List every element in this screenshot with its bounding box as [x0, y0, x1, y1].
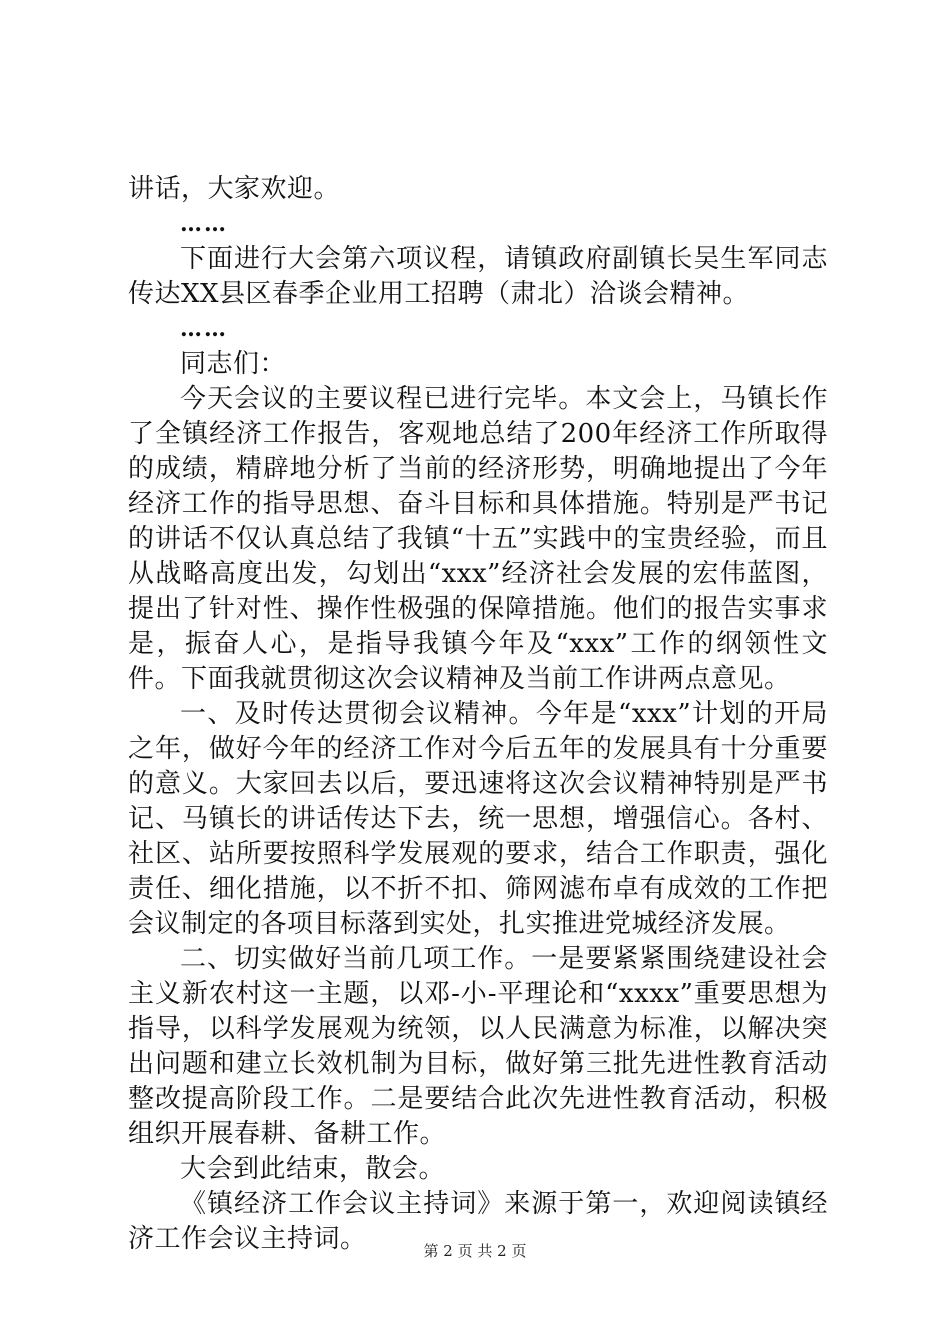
- ellipsis-marker: ……: [180, 211, 228, 237]
- page-footer: 第 2 页 共 2 页: [423, 1242, 527, 1260]
- paragraph-point-two: 二、切实做好当前几项工作。一是要紧紧围绕建设社会主义新农村这一主题，以邓-小-平理论和“xxxx”重要思想为指导，以科学发展观为统领，以人民满意为标准，以解决突出问题和建立长效机制为目标，做好第三批先进性教育活动整改提高阶段工作。二是要结合此次先进性教育活动，积极组织开展春耕、备耕工作。: [128, 944, 828, 1149]
- ellipsis-marker: ……: [180, 316, 228, 342]
- paragraph-meeting-summary: 今天会议的主要议程已进行完毕。本文会上，马镇长作了全镇经济工作报告，客观地总结了200年经济工作所取得的成绩，精辟地分析了当前的经济形势，明确地提出了今年经济工作的指导思想、奋斗目标和具体措施。特别是严书记的讲话不仅认真总结了我镇“十五”实践中的宝贵经验，而且从战略高度出发，勾划出“xxx”经济社会发展的宏伟蓝图，提出了针对性、操作性极强的保障措施。他们的报告实事求是，振奋人心，是指导我镇今年及“xxx”工作的纲领性文件。下面我就贯彻这次会议精神及当前工作讲两点意见。: [128, 384, 828, 694]
- paragraph-salutation: 同志们：: [180, 349, 287, 379]
- paragraph-closing-intro: 讲话，大家欢迎。: [128, 174, 341, 204]
- paragraph-adjournment: 大会到此结束，散会。: [180, 1154, 446, 1184]
- paragraph-point-one: 一、及时传达贯彻会议精神。今年是“xxx”计划的开局之年，做好今年的经济工作对今后五年的发展具有十分重要的意义。大家回去以后，要迅速将这次会议精神特别是严书记、马镇长的讲话传达下去，统一思想，增强信心。各村、社区、站所要按照科学发展观的要求，结合工作职责，强化责任、细化措施，以不折不扣、筛网滤布卓有成效的工作把会议制定的各项目标落到实处，扎实推进党城经济发展。: [128, 699, 828, 939]
- document-body: [128, 172, 828, 1257]
- paragraph-agenda-item-six: 下面进行大会第六项议程，请镇政府副镇长吴生军同志传达XX县区春季企业用工招聘（肃北）洽谈会精神。: [128, 244, 828, 309]
- paragraph-source-note: 《镇经济工作会议主持词》来源于第一，欢迎阅读镇经济工作会议主持词。: [128, 1189, 828, 1254]
